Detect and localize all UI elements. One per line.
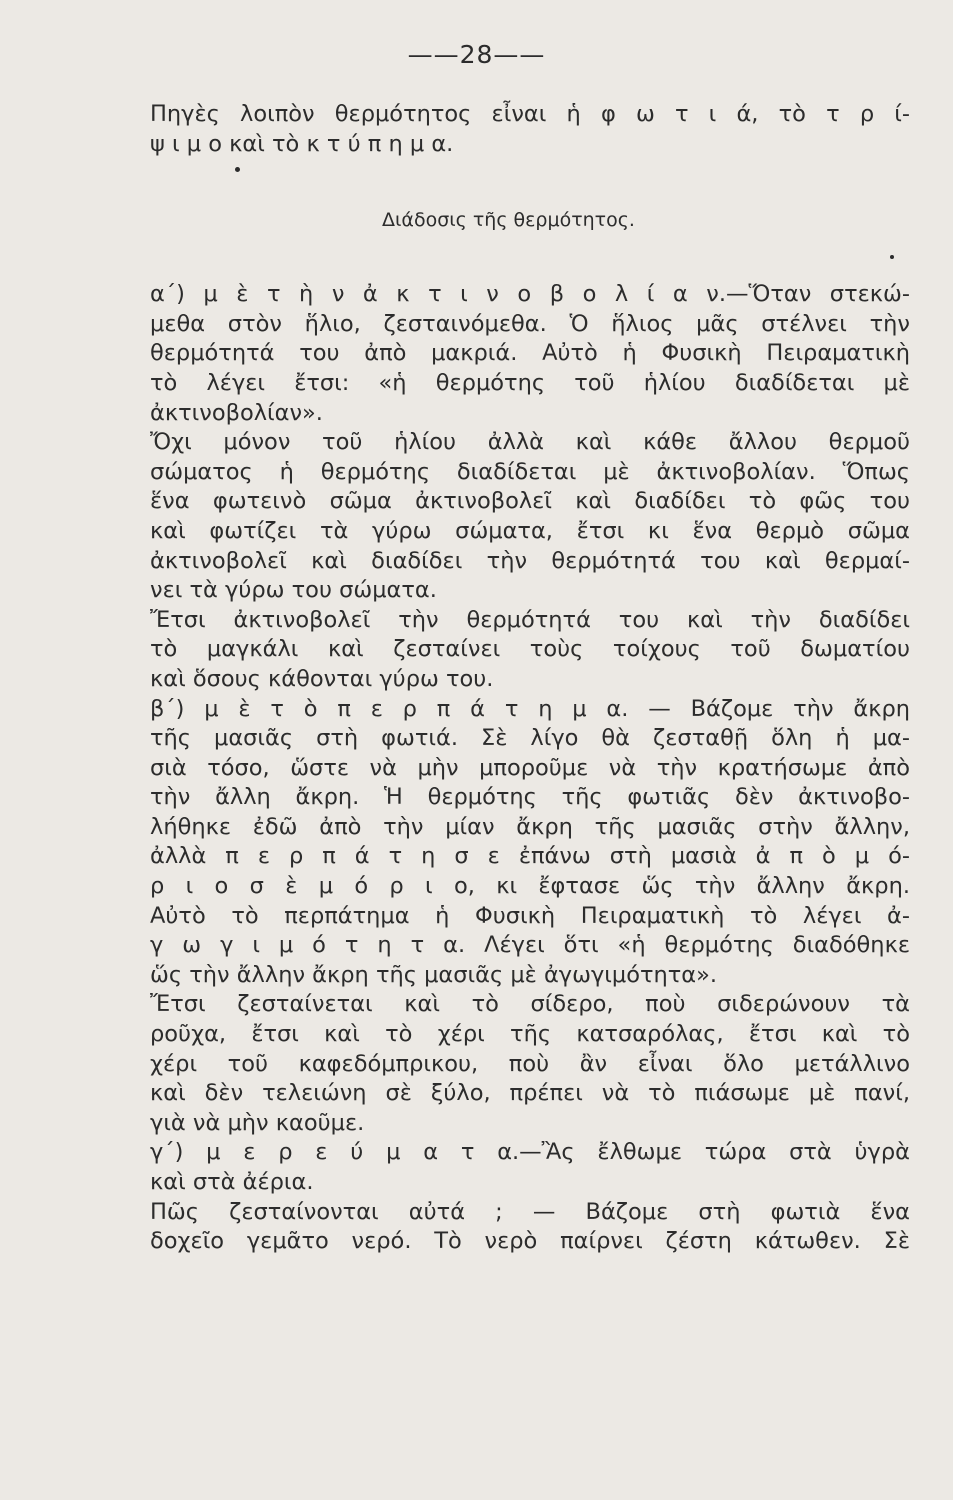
text-line: σιὰ τόσο, ὥστε νὰ μὴν μποροῦμε νὰ τὴν κρατήσωμε ἀπὸ bbox=[150, 754, 910, 781]
text-line: τὴν ἄλλη ἄκρη. Ἡ θερμότης τῆς φωτιᾶς δὲν ἀκτινοβο- bbox=[150, 784, 910, 811]
text-line: Πηγὲς λοιπὸν θερμότητος εἶναι ἡ φ ω τ ι ά, τὸ τ ρ ί- bbox=[150, 101, 910, 127]
text-line: Αὐτὸ τὸ περπάτημα ἡ Φυσικὴ Πειραματικὴ τὸ λέγει ἀ- bbox=[150, 902, 910, 929]
text-line: ρ ι ο σ ὲ μ ό ρ ι ο, κι ἔφτασε ὥς τὴν ἄλλην ἄκρη. bbox=[150, 873, 910, 900]
ink-dot bbox=[235, 167, 240, 172]
spacer bbox=[150, 159, 910, 203]
page-number: ——28—— bbox=[407, 40, 546, 69]
text-line: Πῶς ζεσταίνονται αὐτά ; — Βάζομε στὴ φωτιὰ ἕνα bbox=[150, 1198, 910, 1225]
text-line: α΄) μ ὲ τ ὴ ν ἀ κ τ ι ν ο β ο λ ί α ν.—Ὅταν στεκώ- bbox=[150, 281, 910, 308]
text-line: τὸ μαγκάλι καὶ ζεσταίνει τοὺς τοίχους τοῦ δωματίου bbox=[150, 636, 910, 663]
text-line: τὸ λέγει ἔτσι: «ἡ θερμότης τοῦ ἡλίου διαδίδεται μὲ bbox=[150, 369, 910, 396]
text-line: καὶ φωτίζει τὰ γύρω σώματα, ἔτσι κι ἕνα θερμὸ σῶμα bbox=[150, 517, 910, 544]
text-line: σώματος ἡ θερμότης διαδίδεται μὲ ἀκτινοβολίαν. Ὅπως bbox=[150, 458, 910, 485]
page-body bbox=[150, 100, 910, 1257]
text-line: καὶ ὅσους κάθονται γύρω του. bbox=[150, 665, 494, 692]
text-line: Ἔτσι ἀκτινοβολεῖ τὴν θερμότητά του καὶ τὴν διαδίδει bbox=[150, 606, 910, 633]
text-line: γιὰ νὰ μὴν καοῦμε. bbox=[150, 1109, 365, 1136]
text-line: ψ ι μ ο καὶ τὸ κ τ ύ π η μ α. bbox=[150, 130, 454, 157]
text-line: ροῦχα, ἔτσι καὶ τὸ χέρι τῆς κατσαρόλας, ἔτσι καὶ τὸ bbox=[150, 1021, 910, 1048]
section-heading: Διάδοσις τῆς θερμότητος. bbox=[382, 209, 635, 232]
text-line: δοχεῖο γεμᾶτο νερό. Τὸ νερὸ παίρνει ζέστη κάτωθεν. Σὲ bbox=[150, 1228, 910, 1255]
text-line: ἀλλὰ π ε ρ π ά τ η σ ε ἐπάνω στὴ μασιὰ ἀ π ὸ μ ό- bbox=[150, 843, 910, 870]
text-line: λήθηκε ἐδῶ ἀπὸ τὴν μίαν ἄκρη τῆς μασιᾶς στὴν ἄλλην, bbox=[150, 813, 910, 840]
text-line: Ἔτσι ζεσταίνεται καὶ τὸ σίδερο, ποὺ σιδερώνουν τὰ bbox=[150, 991, 910, 1018]
text-line: β΄) μ ὲ τ ὸ π ε ρ π ά τ η μ α. — Βάζομε τὴν ἄκρη bbox=[150, 695, 910, 722]
text-line: γ΄) μ ε ρ ε ύ μ α τ α.—Ἂς ἔλθωμε τώρα στὰ ὑγρὰ bbox=[150, 1139, 910, 1166]
text-line: γ ω γ ι μ ό τ η τ α. Λέγει ὅτι «ἡ θερμότης διαδόθηκε bbox=[150, 932, 910, 959]
text-line: καὶ δὲν τελειώνη σὲ ξύλο, πρέπει νὰ τὸ πιάσωμε μὲ πανί, bbox=[150, 1080, 910, 1107]
ink-dot bbox=[890, 255, 894, 259]
text-line: ὥς τὴν ἄλλην ἄκρη τῆς μασιᾶς μὲ ἀγωγιμότητα». bbox=[150, 961, 718, 988]
text-line: ἀκτινοβολίαν». bbox=[150, 399, 323, 426]
text-line: νει τὰ γύρω του σώματα. bbox=[150, 577, 437, 604]
spacer bbox=[150, 237, 910, 280]
text-line: ἕνα φωτεινὸ σῶμα ἀκτινοβολεῖ καὶ διαδίδει τὸ φῶς του bbox=[150, 488, 910, 515]
text-line: θερμότητά του ἀπὸ μακριά. Αὐτὸ ἡ Φυσικὴ Πειραματικὴ bbox=[150, 340, 910, 367]
text-line: Ὄχι μόνον τοῦ ἡλίου ἀλλὰ καὶ κάθε ἄλλου θερμοῦ bbox=[150, 429, 910, 456]
text-line: καὶ στὰ ἀέρια. bbox=[150, 1169, 314, 1195]
text-line: χέρι τοῦ καφεδόμπρικου, ποὺ ἂν εἶναι ὅλο μετάλλινο bbox=[150, 1050, 910, 1077]
text-line: μεθα στὸν ἥλιο, ζεσταινόμεθα. Ὁ ἥλιος μᾶς στέλνει τὴν bbox=[150, 310, 910, 337]
text-line: ἀκτινοβολεῖ καὶ διαδίδει τὴν θερμότητά του καὶ θερμαί- bbox=[150, 547, 910, 574]
text-line: τῆς μασιᾶς στὴ φωτιά. Σὲ λίγο θὰ ζεσταθῇ ὅλη ἡ μα- bbox=[150, 725, 910, 752]
